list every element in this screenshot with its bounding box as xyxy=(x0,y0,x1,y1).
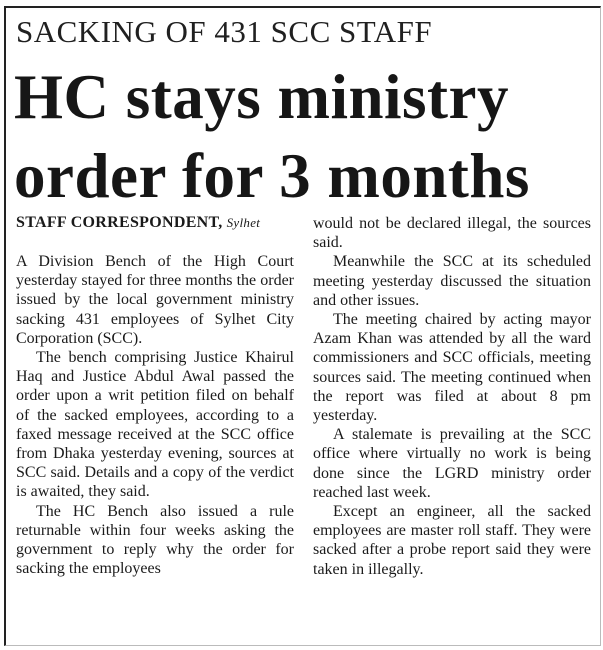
byline-location: Sylhet xyxy=(226,215,261,230)
paragraph: Except an engineer, all the sacked employees are master roll staff. They were sacked after a probe report said they were taken in illegally. xyxy=(313,503,591,578)
byline-name: STAFF CORRESPONDENT, xyxy=(16,214,223,231)
byline xyxy=(16,214,260,232)
article-column-left xyxy=(16,252,294,578)
headline-line-2: order for 3 months xyxy=(14,141,530,211)
paragraph: The bench comprising Justice Khairul Haq and Justice Abdul Awal passed the order upon a writ petition filed on behalf of the sacked employees, according to a faxed message received at the SCC office from Dhaka yesterday evening, sources at SCC said. Details and a copy of the verdict is awaited, they said. xyxy=(16,349,294,501)
paragraph: The HC Bench also issued a rule returnable within four weeks asking the government to reply why the order for sacking the employees xyxy=(16,502,294,578)
headline-line-1: HC stays ministry xyxy=(14,62,509,132)
article-headline xyxy=(14,58,594,216)
paragraph: would not be declared illegal, the sources said. xyxy=(313,215,591,252)
article-kicker: SACKING OF 431 SCC STAFF xyxy=(16,14,433,49)
paragraph: Meanwhile the SCC at its scheduled meeting yesterday discussed the situation and other issues. xyxy=(313,253,591,309)
paragraph: A stalemate is prevailing at the SCC office where virtually no work is being done since the LGRD ministry order reached last week. xyxy=(313,426,591,501)
paragraph: A Division Bench of the High Court yesterday stayed for three months the order issued by the local government ministry sacking 431 employees of Sylhet City Corporation (SCC). xyxy=(16,253,294,347)
paragraph: The meeting chaired by acting mayor Azam Khan was attended by all the ward commissioners and SCC officials, meeting sources said. The meeting continued when the report was filed at about 8 pm yesterday. xyxy=(313,311,591,425)
article-column-right xyxy=(313,214,591,579)
